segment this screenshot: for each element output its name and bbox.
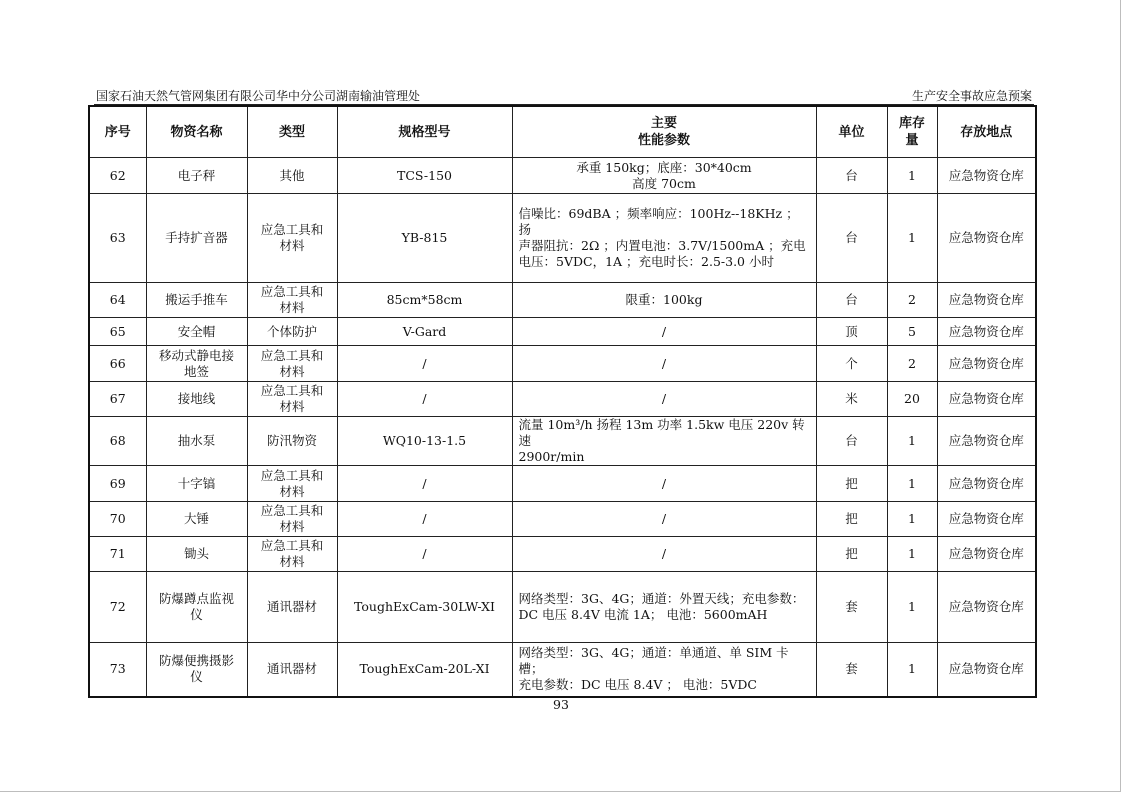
cell-seq: 68 <box>89 417 146 466</box>
cell-model: ToughExCam-30LW-XI <box>337 572 512 643</box>
page-number: 93 <box>553 697 569 712</box>
cell-seq: 70 <box>89 502 146 537</box>
header-org: 国家石油天然气管网集团有限公司华中分公司湖南输油管理处 <box>96 89 421 103</box>
cell-qty: 1 <box>887 537 937 572</box>
cell-model: / <box>337 346 512 382</box>
cell-seq: 66 <box>89 346 146 382</box>
cell-name: 移动式静电接 地签 <box>146 346 247 382</box>
cell-location: 应急物资仓库 <box>937 466 1036 502</box>
cell-unit: 把 <box>816 537 887 572</box>
cell-location: 应急物资仓库 <box>937 283 1036 318</box>
cell-name: 电子秤 <box>146 158 247 194</box>
cell-location: 应急物资仓库 <box>937 537 1036 572</box>
cell-seq: 62 <box>89 158 146 194</box>
table-row <box>89 346 1036 382</box>
cell-type: 应急工具和 材料 <box>247 502 337 537</box>
cell-name: 抽水泵 <box>146 417 247 466</box>
cell-seq: 72 <box>89 572 146 643</box>
cell-qty: 1 <box>887 466 937 502</box>
cell-perf: 网络类型：3G、4G；通道：单通道、单 SIM 卡槽； 充电参数：DC 电压 8.4V ； 电池：5VDC <box>512 643 816 697</box>
cell-name: 大锤 <box>146 502 247 537</box>
table-row <box>89 158 1036 194</box>
cell-name: 锄头 <box>146 537 247 572</box>
cell-unit: 台 <box>816 194 887 283</box>
col-name: 物资名称 <box>146 106 247 158</box>
cell-type: 个体防护 <box>247 318 337 346</box>
cell-qty: 1 <box>887 194 937 283</box>
cell-unit: 米 <box>816 382 887 417</box>
table-row <box>89 194 1036 283</box>
cell-qty: 1 <box>887 643 937 697</box>
cell-type: 通讯器材 <box>247 643 337 697</box>
cell-model: / <box>337 382 512 417</box>
cell-location: 应急物资仓库 <box>937 382 1036 417</box>
cell-type: 应急工具和 材料 <box>247 537 337 572</box>
col-unit: 单位 <box>816 106 887 158</box>
cell-model: 85cm*58cm <box>337 283 512 318</box>
cell-seq: 64 <box>89 283 146 318</box>
cell-model: / <box>337 537 512 572</box>
table-header-row <box>89 106 1036 158</box>
cell-location: 应急物资仓库 <box>937 643 1036 697</box>
cell-perf: 信噪比：69dBA ；频率响应：100Hz--18KHz ；扬 声器阻抗：2Ω ；内置电池：3.7V/1500mA ；充电 电压：5VDC，1A ；充电时长：2.5-3.0 小时 <box>512 194 816 283</box>
cell-perf: / <box>512 502 816 537</box>
cell-type: 其他 <box>247 158 337 194</box>
cell-location: 应急物资仓库 <box>937 194 1036 283</box>
cell-qty: 1 <box>887 417 937 466</box>
cell-model: / <box>337 502 512 537</box>
cell-type: 应急工具和 材料 <box>247 283 337 318</box>
col-perf-line2: 性能参数 <box>637 133 690 148</box>
table-row <box>89 572 1036 643</box>
cell-seq: 65 <box>89 318 146 346</box>
cell-name: 接地线 <box>146 382 247 417</box>
cell-seq: 63 <box>89 194 146 283</box>
cell-unit: 台 <box>816 158 887 194</box>
cell-qty: 1 <box>887 158 937 194</box>
cell-unit: 个 <box>816 346 887 382</box>
cell-location: 应急物资仓库 <box>937 346 1036 382</box>
table-row <box>89 502 1036 537</box>
cell-unit: 套 <box>816 572 887 643</box>
cell-model: V-Gard <box>337 318 512 346</box>
cell-qty: 20 <box>887 382 937 417</box>
cell-location: 应急物资仓库 <box>937 417 1036 466</box>
header-doc-title: 生产安全事故应急预案 <box>911 89 1032 103</box>
materials-table <box>88 105 1037 698</box>
cell-perf: 流量 10m³/h 扬程 13m 功率 1.5kw 电压 220v 转速 2900r/min <box>512 417 816 466</box>
cell-model: TCS-150 <box>337 158 512 194</box>
cell-unit: 套 <box>816 643 887 697</box>
cell-model: / <box>337 466 512 502</box>
cell-model: ToughExCam-20L-XI <box>337 643 512 697</box>
cell-model: WQ10-13-1.5 <box>337 417 512 466</box>
cell-name: 十字镐 <box>146 466 247 502</box>
table-row <box>89 382 1036 417</box>
col-model: 规格型号 <box>337 106 512 158</box>
cell-name: 安全帽 <box>146 318 247 346</box>
cell-location: 应急物资仓库 <box>937 502 1036 537</box>
cell-perf: / <box>512 346 816 382</box>
cell-unit: 台 <box>816 417 887 466</box>
cell-name: 防爆蹲点监视 仪 <box>146 572 247 643</box>
table-row <box>89 537 1036 572</box>
cell-name: 防爆便携摄影 仪 <box>146 643 247 697</box>
table-row <box>89 283 1036 318</box>
cell-type: 应急工具和 材料 <box>247 194 337 283</box>
col-stock-line1: 库存 <box>898 116 925 131</box>
cell-perf: / <box>512 537 816 572</box>
cell-name: 手持扩音器 <box>146 194 247 283</box>
cell-name: 搬运手推车 <box>146 283 247 318</box>
cell-qty: 2 <box>887 346 937 382</box>
page-header <box>94 86 1034 105</box>
table-row <box>89 318 1036 346</box>
cell-seq: 69 <box>89 466 146 502</box>
cell-location: 应急物资仓库 <box>937 572 1036 643</box>
cell-type: 防汛物资 <box>247 417 337 466</box>
cell-type: 应急工具和 材料 <box>247 346 337 382</box>
cell-location: 应急物资仓库 <box>937 158 1036 194</box>
cell-seq: 67 <box>89 382 146 417</box>
col-perf <box>512 106 816 158</box>
cell-unit: 把 <box>816 502 887 537</box>
cell-unit: 顶 <box>816 318 887 346</box>
cell-unit: 台 <box>816 283 887 318</box>
col-stock-line2: 量 <box>905 133 919 148</box>
col-seq: 序号 <box>89 106 146 158</box>
col-type: 类型 <box>247 106 337 158</box>
cell-type: 应急工具和 材料 <box>247 382 337 417</box>
cell-qty: 2 <box>887 283 937 318</box>
cell-perf: 承重 150kg；底座：30*40cm 高度 70cm <box>512 158 816 194</box>
cell-type: 应急工具和 材料 <box>247 466 337 502</box>
table-row <box>89 417 1036 466</box>
cell-perf: / <box>512 466 816 502</box>
col-perf-line1: 主要 <box>650 116 677 131</box>
table-row <box>89 643 1036 697</box>
cell-type: 通讯器材 <box>247 572 337 643</box>
cell-unit: 把 <box>816 466 887 502</box>
cell-perf: / <box>512 382 816 417</box>
cell-perf: 限重：100kg <box>512 283 816 318</box>
cell-qty: 1 <box>887 502 937 537</box>
cell-seq: 73 <box>89 643 146 697</box>
cell-qty: 5 <box>887 318 937 346</box>
cell-location: 应急物资仓库 <box>937 318 1036 346</box>
cell-qty: 1 <box>887 572 937 643</box>
cell-seq: 71 <box>89 537 146 572</box>
cell-perf: 网络类型：3G、4G；通道：外置天线；充电参数： DC 电压 8.4V 电流 1A； 电池：5600mAH <box>512 572 816 643</box>
cell-perf: / <box>512 318 816 346</box>
cell-model: YB-815 <box>337 194 512 283</box>
col-location: 存放地点 <box>937 106 1036 158</box>
col-stock <box>887 106 937 158</box>
table-row <box>89 466 1036 502</box>
